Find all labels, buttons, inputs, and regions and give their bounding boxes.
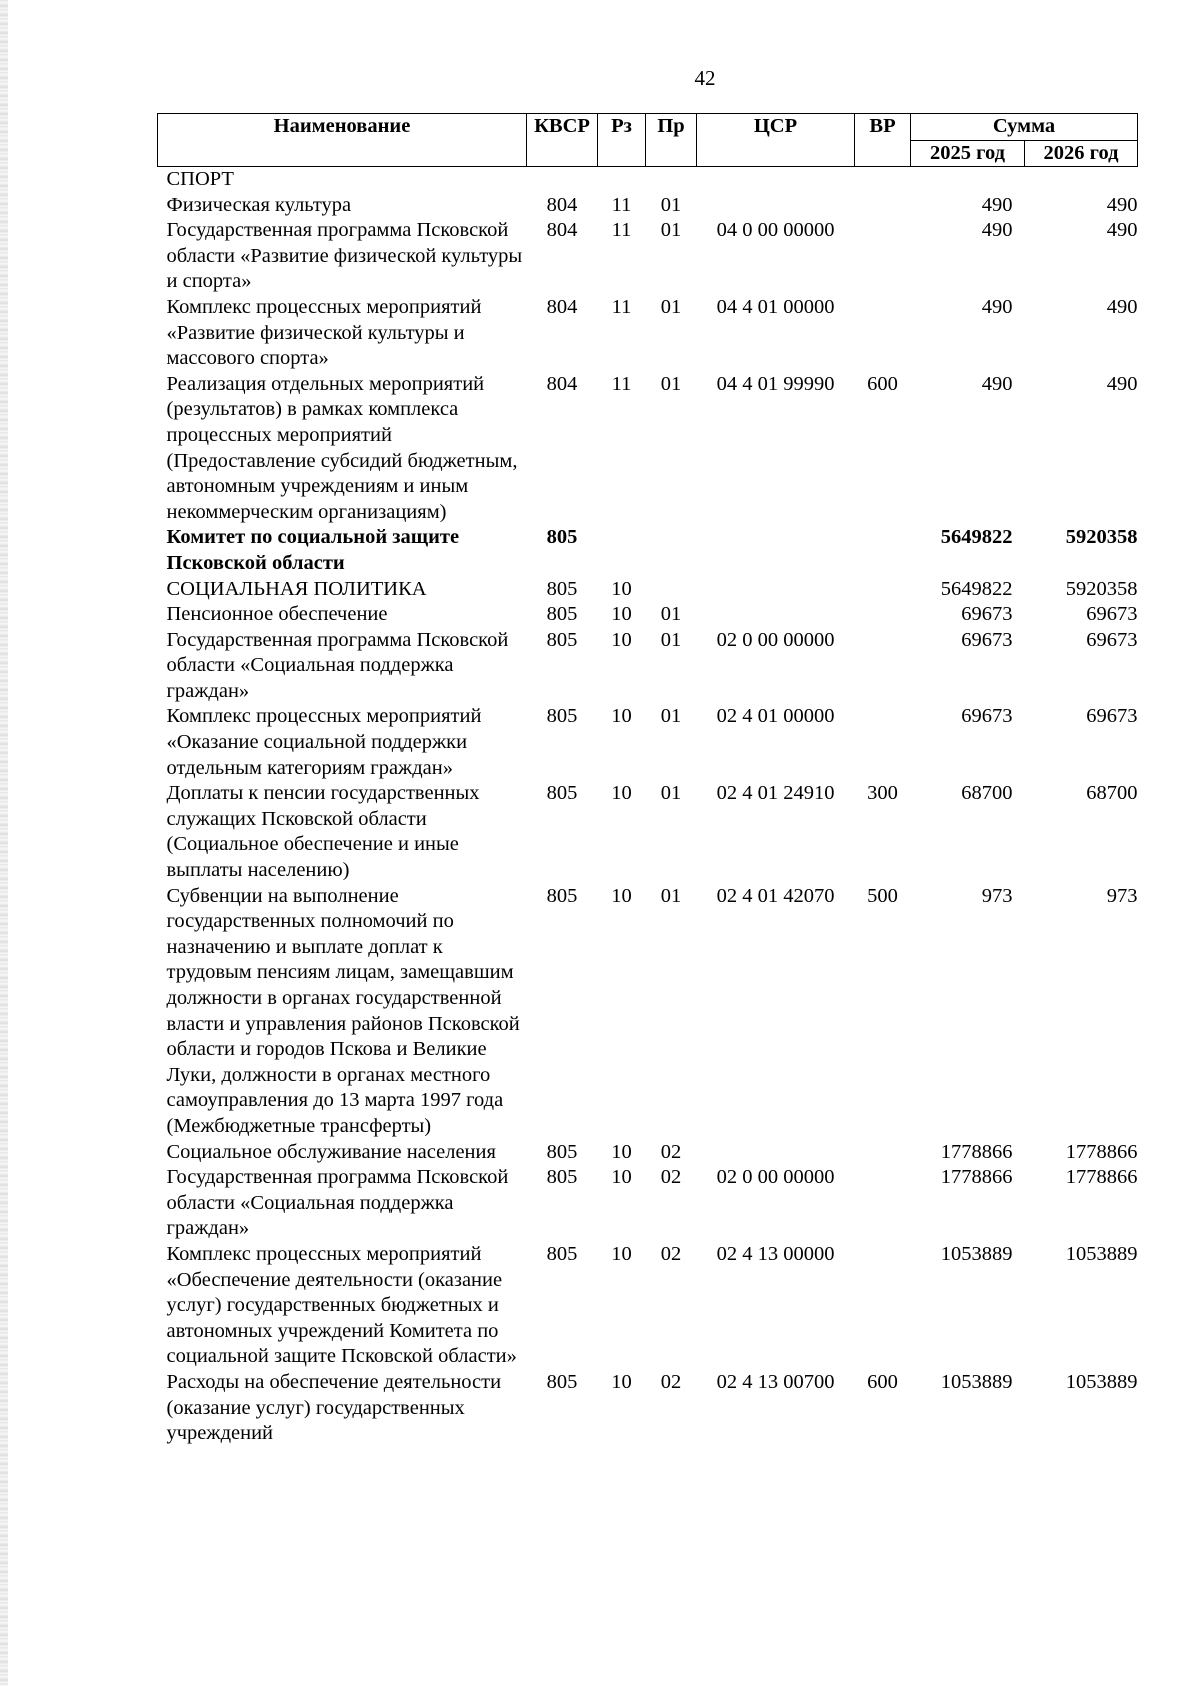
cell-vr: 600 <box>867 372 898 395</box>
cell-2026: 68700 <box>1086 782 1138 805</box>
cell-2026: 5920358 <box>1065 577 1138 600</box>
cell-pr: 02 <box>660 1370 682 1393</box>
cell-csr: 02 4 01 24910 <box>716 782 835 805</box>
cell-rz: 10 <box>611 782 632 805</box>
cell-2025: 69673 <box>961 705 1013 728</box>
cell-name: Социальное обслуживание населения <box>166 1140 496 1163</box>
cell-csr: 04 4 01 00000 <box>716 295 835 318</box>
cell-csr: 04 4 01 99990 <box>716 372 835 395</box>
cell-rz: 10 <box>611 1370 632 1393</box>
cell-pr <box>646 167 697 193</box>
cell-2025 <box>911 167 1025 193</box>
cell-kvsr: 804 <box>546 193 578 216</box>
cell-2025: 973 <box>981 884 1013 907</box>
scan-edge <box>0 0 8 1686</box>
cell-2026: 1778866 <box>1065 1166 1138 1189</box>
cell-pr: 01 <box>660 782 682 805</box>
cell-rz: 10 <box>611 628 632 651</box>
cell-rz: 10 <box>611 1140 632 1163</box>
cell-name: Субвенции на выполнение государственных полномочий по назначению и выплате доплат к трудовым пенсиям лицам, замещавшим должности в органах государственной власти и управления районов Псковской области и городов Пскова и Великие Луки, должности в органах местного самоуправления до 13 марта 1997 года (Межбюджетные трансферты) <box>166 884 520 1137</box>
cell-pr: 02 <box>660 1140 682 1163</box>
table-row <box>158 1140 1138 1166</box>
cell-name: Государственная программа Псковской области «Социальная поддержка граждан» <box>166 1166 509 1240</box>
cell-csr <box>697 602 855 628</box>
cell-kvsr: 805 <box>546 1370 578 1393</box>
cell-pr: 01 <box>660 705 682 728</box>
table-row <box>158 167 1138 193</box>
cell-rz: 10 <box>611 1166 632 1189</box>
cell-rz: 11 <box>611 372 632 395</box>
cell-csr: 02 4 01 42070 <box>716 884 835 907</box>
cell-2025: 69673 <box>961 628 1013 651</box>
cell-pr: 01 <box>660 295 682 318</box>
cell-2025: 1778866 <box>940 1166 1013 1189</box>
table-row <box>158 295 1138 372</box>
cell-csr <box>697 193 855 219</box>
cell-2026: 69673 <box>1086 603 1138 626</box>
cell-2026: 490 <box>1106 193 1138 216</box>
cell-2026: 69673 <box>1086 705 1138 728</box>
header-rz: Рз <box>598 114 646 167</box>
cell-kvsr: 805 <box>546 1140 578 1163</box>
cell-name: Расходы на обеспечение деятельности (оказание услуг) государственных учреждений <box>166 1370 502 1445</box>
cell-pr: 01 <box>660 884 682 907</box>
cell-kvsr: 805 <box>546 1242 578 1265</box>
cell-rz: 11 <box>611 193 632 216</box>
cell-2026: 1778866 <box>1065 1140 1138 1163</box>
cell-2025: 490 <box>981 372 1013 395</box>
cell-name: Пенсионное обеспечение <box>166 603 388 626</box>
cell-2025: 490 <box>981 193 1013 216</box>
cell-name: Комплекс процессных мероприятий «Развитие физической культуры и массового спорта» <box>166 295 482 370</box>
cell-name: Государственная программа Псковской области «Социальная поддержка граждан» <box>166 628 509 702</box>
cell-name: Комплекс процессных мероприятий «Обеспечение деятельности (оказание услуг) государственных бюджетных и автономных учреждений Комитета по социальной защите Псковской области» <box>166 1242 517 1368</box>
table-row <box>158 372 1138 526</box>
cell-name: Государственная программа Псковской области «Развитие физической культуры и спорта» <box>166 219 523 293</box>
cell-name: Физическая культура <box>166 193 352 216</box>
cell-2025: 5649822 <box>940 526 1013 549</box>
cell-2026: 69673 <box>1086 628 1138 651</box>
cell-2025: 490 <box>981 295 1013 318</box>
cell-pr <box>646 525 697 576</box>
cell-vr <box>855 1242 911 1370</box>
table-row <box>158 1165 1138 1242</box>
cell-kvsr: 805 <box>546 577 578 600</box>
table-row <box>158 1370 1138 1447</box>
cell-csr: 02 4 13 00700 <box>716 1370 835 1393</box>
cell-2025: 1778866 <box>940 1140 1013 1163</box>
cell-csr: 02 0 00 00000 <box>716 1166 835 1189</box>
header-sum: Сумма <box>911 114 1138 141</box>
cell-vr <box>855 218 911 295</box>
cell-rz: 11 <box>611 219 632 242</box>
page-number <box>0 66 1200 91</box>
header-pr: Пр <box>646 114 697 167</box>
cell-kvsr: 805 <box>546 705 578 728</box>
cell-csr <box>697 1140 855 1166</box>
cell-csr: 04 0 00 00000 <box>716 219 835 242</box>
table-row <box>158 218 1138 295</box>
cell-vr: 500 <box>867 884 898 907</box>
cell-rz: 10 <box>611 884 632 907</box>
cell-2026: 5920358 <box>1065 526 1138 549</box>
header-year-2026: 2026 год <box>1025 141 1138 167</box>
cell-pr: 01 <box>660 603 682 626</box>
cell-pr: 02 <box>660 1242 682 1265</box>
header-year-2025: 2025 год <box>911 141 1025 167</box>
cell-vr <box>855 295 911 372</box>
cell-vr <box>855 1165 911 1242</box>
cell-vr <box>855 704 911 781</box>
cell-csr: 02 4 01 00000 <box>716 705 835 728</box>
table-row <box>158 884 1138 1140</box>
header-name: Наименование <box>158 114 527 167</box>
header-csr: ЦСР <box>697 114 855 167</box>
cell-name: Доплаты к пенсии государственных служащих Псковской области (Социальное обеспечение и иные выплаты населению) <box>166 782 480 882</box>
table-row <box>158 704 1138 781</box>
cell-rz <box>598 167 646 193</box>
cell-kvsr: 805 <box>546 603 578 626</box>
cell-csr: 02 4 13 00000 <box>716 1242 835 1265</box>
cell-rz: 10 <box>611 577 632 600</box>
cell-name: Реализация отдельных мероприятий (результатов) в рамках комплекса процессных мероприятий (Предоставление субсидий бюджетным, автономным учреждениям и иным некоммерческим организациям) <box>166 372 518 523</box>
cell-kvsr: 804 <box>546 219 578 242</box>
budget-table <box>157 113 1138 1447</box>
cell-kvsr: 805 <box>546 884 578 907</box>
cell-pr: 02 <box>660 1166 682 1189</box>
cell-2025: 68700 <box>961 782 1013 805</box>
cell-kvsr: 804 <box>546 295 578 318</box>
cell-name: Комитет по социальной защите Псковской области <box>166 526 460 574</box>
cell-2026: 490 <box>1106 372 1138 395</box>
cell-vr <box>855 167 911 193</box>
cell-vr <box>855 577 911 603</box>
cell-rz: 10 <box>611 1242 632 1265</box>
cell-name: СОЦИАЛЬНАЯ ПОЛИТИКА <box>166 577 427 600</box>
cell-name: СПОРТ <box>166 168 234 190</box>
cell-2025: 490 <box>981 219 1013 242</box>
cell-2025: 5649822 <box>940 577 1013 600</box>
cell-rz: 10 <box>611 705 632 728</box>
cell-vr <box>855 193 911 219</box>
cell-vr <box>855 525 911 576</box>
cell-csr: 02 0 00 00000 <box>716 628 835 651</box>
header-vr: ВР <box>855 114 911 167</box>
cell-2026 <box>1025 167 1138 193</box>
cell-kvsr: 805 <box>546 628 578 651</box>
cell-csr <box>697 525 855 576</box>
cell-2025: 1053889 <box>940 1370 1013 1393</box>
cell-kvsr <box>527 167 598 193</box>
cell-vr: 600 <box>867 1370 898 1393</box>
cell-vr <box>855 1140 911 1166</box>
cell-pr: 01 <box>660 193 682 216</box>
cell-csr <box>697 167 855 193</box>
table-header <box>158 114 1138 167</box>
cell-kvsr: 805 <box>546 1166 578 1189</box>
header-kvsr: КВСР <box>527 114 598 167</box>
cell-2026: 973 <box>1106 884 1138 907</box>
cell-pr: 01 <box>660 628 682 651</box>
cell-2026: 1053889 <box>1065 1242 1138 1265</box>
cell-vr <box>855 628 911 705</box>
cell-kvsr: 805 <box>546 782 578 805</box>
page-number-text: 42 <box>694 66 716 90</box>
cell-rz <box>598 525 646 576</box>
cell-2026: 490 <box>1106 219 1138 242</box>
table-row <box>158 525 1138 576</box>
table-row <box>158 193 1138 219</box>
cell-2026: 490 <box>1106 295 1138 318</box>
cell-pr <box>646 577 697 603</box>
table-row <box>158 781 1138 883</box>
cell-vr <box>855 602 911 628</box>
table-row <box>158 1242 1138 1370</box>
cell-2026: 1053889 <box>1065 1370 1138 1393</box>
cell-2025: 1053889 <box>940 1242 1013 1265</box>
cell-kvsr: 804 <box>546 372 578 395</box>
cell-vr: 300 <box>867 782 898 805</box>
cell-rz: 11 <box>611 295 632 318</box>
cell-rz: 10 <box>611 603 632 626</box>
cell-kvsr: 805 <box>546 526 578 549</box>
cell-pr: 01 <box>660 219 682 242</box>
table-body <box>158 167 1138 1447</box>
cell-pr: 01 <box>660 372 682 395</box>
table-row <box>158 602 1138 628</box>
table-row <box>158 577 1138 603</box>
cell-name: Комплекс процессных мероприятий «Оказание социальной поддержки отдельным категориям граждан» <box>166 705 482 779</box>
cell-csr <box>697 577 855 603</box>
cell-2025: 69673 <box>961 603 1013 626</box>
table-row <box>158 628 1138 705</box>
